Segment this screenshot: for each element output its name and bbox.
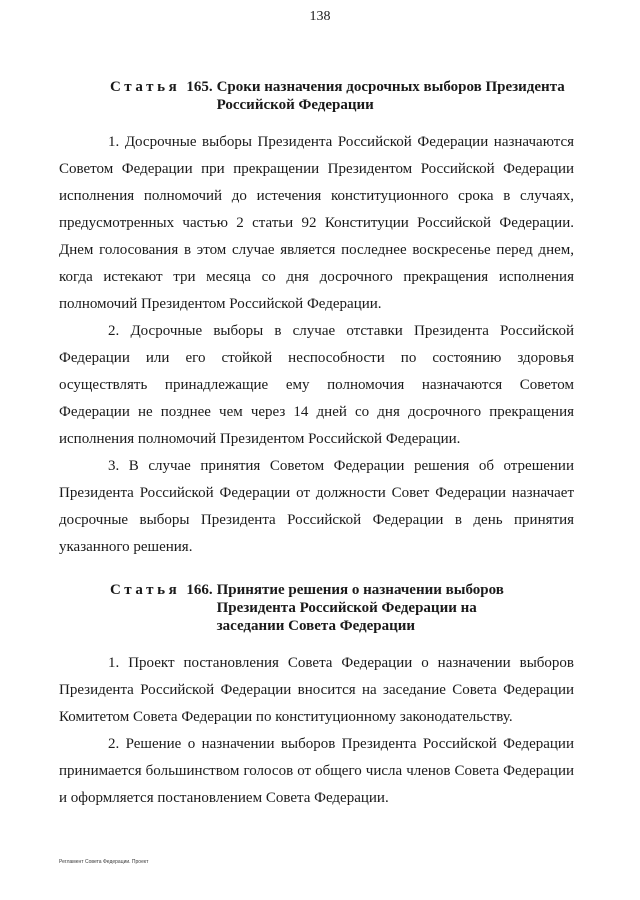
article-165	[59, 78, 574, 561]
article-heading	[59, 78, 574, 114]
article-label: Статья	[110, 79, 181, 95]
article-paragraph: 1. Досрочные выборы Президента Российской Федерации назначаются Советом Федерации при прекращении Президентом Российской Федерации исполнения полномочий до истечения конституционного срока в случаях, предусмотренных частью 2 статьи 92 Конституции Российской Федерации. Днем голосования в этом случае является последнее воскресенье перед днем, когда истекают три месяца со дня досрочного прекращения исполнения полномочий Президентом Российской Федерации.	[59, 134, 574, 312]
page-number: 138	[309, 9, 331, 24]
article-label: Статья	[110, 582, 181, 598]
article-166	[59, 581, 574, 812]
article-paragraph: 2. Решение о назначении выборов Президента Российской Федерации принимается большинством голосов от общего числа членов Совета Федерации и оформляется постановлением Совета Федерации.	[59, 736, 574, 806]
article-heading	[59, 581, 574, 635]
article-paragraph: 2. Досрочные выборы в случае отставки Президента Российской Федерации или его стойкой неспособности по состоянию здоровья осуществлять принадлежащие ему полномочия назначаются Советом Федерации не позднее чем через 14 дней со дня досрочного прекращения исполнения полномочий Президентом Российской Федерации.	[59, 323, 574, 447]
article-title: Сроки назначения досрочных выборов Президента Российской Федерации	[216, 79, 565, 113]
article-paragraph: 1. Проект постановления Совета Федерации о назначении выборов Президента Российской Федерации вносится на заседание Совета Федерации Комитетом Совета Федерации по конституционному законодательству.	[59, 655, 574, 725]
article-paragraph: 3. В случае принятия Советом Федерации решения об отрешении Президента Российской Федерации от должности Совет Федерации назначает досрочные выборы Президента Российской Федерации в день принятия указанного решения.	[59, 458, 574, 555]
footer-note: Регламент Совета Федерации. Проект	[59, 859, 149, 865]
article-title: Принятие решения о назначении выборов Президента Российской Федерации на заседании Совета Федерации	[216, 582, 504, 634]
article-number: 166.	[186, 582, 213, 598]
article-number: 165.	[186, 79, 213, 95]
